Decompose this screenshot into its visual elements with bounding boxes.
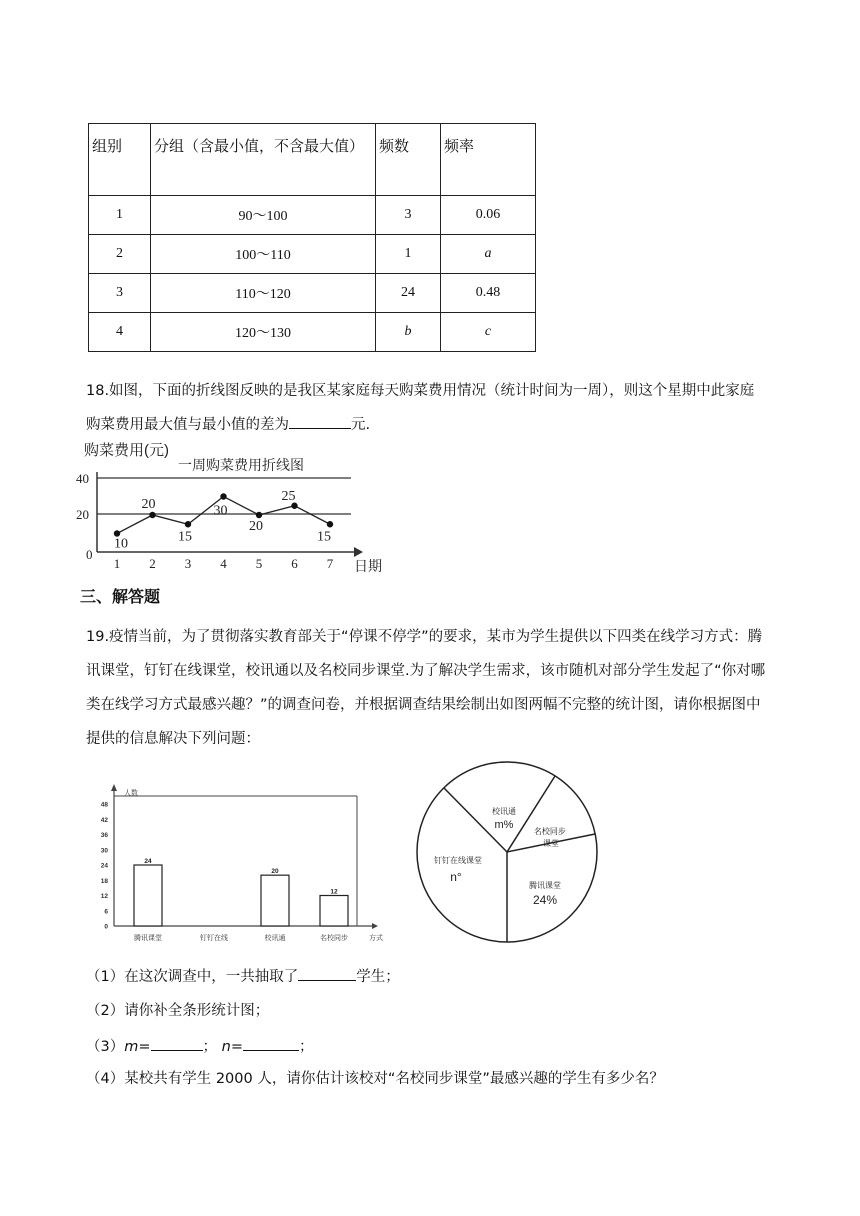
- x-tick-label: 3: [184, 556, 192, 571]
- pie-label-dingding: 钉钉在线课堂: [434, 856, 482, 865]
- y-tick-label: 18: [100, 877, 108, 885]
- table-cell: 0.48: [441, 274, 536, 313]
- bar-value-label: 12: [330, 888, 338, 896]
- y-tick-label: 30: [100, 847, 108, 855]
- x-axis-arrow-icon: [372, 923, 378, 929]
- q19-sub4: （4）某校共有学生 2000 人，请你估计该校对“名校同步课堂”最感兴趣的学生有多少名？: [86, 1071, 664, 1087]
- y-tick-label: 40: [76, 471, 89, 486]
- table-cell: a: [441, 235, 536, 274]
- y-tick-label: 48: [100, 801, 108, 809]
- data-label: 20: [141, 497, 156, 512]
- pie-label-xiaoxuntong: 校讯通: [492, 807, 516, 816]
- table-cell: 4: [89, 313, 151, 352]
- pie-label-mingxiao: 名校同步 课堂: [533, 827, 566, 848]
- q19-text-line: 讯课堂，钉钉在线课堂，校讯通以及名校同步课堂.为了解决学生需求，该市随机对部分学生发起了“你对哪: [86, 663, 766, 679]
- q18-text: 购菜费用最大值与最小值的差为: [86, 417, 289, 433]
- table-cell: 100～110: [151, 235, 376, 274]
- equals-sign: =: [138, 1039, 151, 1055]
- y-axis-arrow-icon: [111, 784, 117, 791]
- x-tick-label: 2: [149, 556, 156, 571]
- x-tick-label: 6: [291, 556, 298, 571]
- y-tick-label: 42: [100, 816, 108, 824]
- x-tick-label: 4: [220, 556, 227, 571]
- separator: ；: [202, 1039, 218, 1055]
- x-category-label: 钉钉在线: [200, 935, 228, 942]
- answer-blank: [151, 1035, 203, 1051]
- pie-value-tengxun: 24%: [532, 893, 558, 907]
- table-header-row: [89, 124, 536, 196]
- table-cell: 110～120: [151, 274, 376, 313]
- y-tick-label: 24: [100, 862, 108, 870]
- data-label: 15: [178, 529, 192, 545]
- pie-label-tengxun: 腾讯课堂: [529, 881, 561, 890]
- table-header-cell: 频数: [376, 124, 441, 196]
- data-label: 10: [114, 536, 128, 552]
- table-cell: 90～100: [151, 196, 376, 235]
- table-cell: b: [376, 313, 441, 352]
- line-chart-ylabel: 购菜费用(元): [84, 442, 169, 459]
- data-point: [185, 521, 191, 527]
- x-tick-label: 1: [113, 556, 121, 571]
- q18-text-line1: 18.如图，下面的折线图反映的是我区某家庭每天购菜费用情况（统计时间为一周），则这个星期中此家庭: [86, 383, 755, 399]
- bar: [134, 865, 162, 926]
- q19-sub2: （2）请你补全条形统计图；: [86, 1003, 270, 1019]
- table-row: [89, 235, 536, 274]
- answer-blank: [298, 965, 356, 981]
- equals-sign: =: [230, 1039, 243, 1055]
- table-cell: 1: [376, 235, 441, 274]
- bar-chart-ylabel: 人数: [124, 790, 138, 797]
- table-cell: 0.06: [441, 196, 536, 235]
- q19-text-line: 类在线学习方式最感兴趣？”的调查问卷，并根据调查结果绘制出如图两幅不完整的统计图，请你根据图中: [86, 697, 761, 713]
- bar: [261, 875, 289, 926]
- q19-text-line: 19.疫情当前，为了贯彻落实教育部关于“停课不停学”的要求，某市为学生提供以下四类在线学习方式：腾: [86, 629, 763, 645]
- x-category-label: 腾讯课堂: [134, 935, 162, 942]
- var-n: n: [221, 1039, 231, 1055]
- data-label: 15: [317, 529, 331, 545]
- table-row: [89, 313, 536, 352]
- y-tick-label: 36: [100, 832, 108, 839]
- end-punct: ；: [298, 1039, 314, 1055]
- y-tick-label: 12: [100, 893, 108, 900]
- pie-value-m: m%: [494, 819, 514, 831]
- table-header-cell: 分组（含最小值，不含最大值）: [151, 124, 376, 196]
- q18-text-unit: 元.: [351, 417, 371, 433]
- x-tick-label: 5: [255, 556, 263, 571]
- section-title: 三、解答题: [80, 587, 161, 606]
- bar-value-label: 20: [271, 868, 279, 876]
- learning-method-bar-chart: [86, 782, 398, 950]
- q19-sub1: [86, 965, 400, 987]
- answer-blank: [289, 413, 351, 429]
- table-cell: 3: [89, 274, 151, 313]
- data-point: [327, 521, 333, 527]
- y-tick-label: 20: [76, 507, 89, 522]
- table-header-cell: 频率: [441, 124, 536, 196]
- table-cell: 1: [89, 196, 151, 235]
- data-label: 30: [213, 503, 228, 519]
- bar-chart-xlabel: 方式: [369, 935, 383, 942]
- q18-text-line2: [86, 413, 370, 435]
- origin-label: 0: [86, 547, 93, 562]
- table-header-cell: 组别: [89, 124, 151, 196]
- line-chart-title: 一周购菜费用折线图: [178, 457, 304, 473]
- frequency-table: [88, 123, 536, 352]
- table-row: [89, 274, 536, 313]
- data-point: [256, 512, 262, 518]
- table-cell: c: [441, 313, 536, 352]
- q19-sub1-text: （1）在这次调查中，一共抽取了: [86, 969, 299, 985]
- pie-value-n: n°: [450, 870, 462, 884]
- table-cell: 24: [376, 274, 441, 313]
- q19-sub1-end: 学生；: [356, 969, 400, 985]
- y-tick-label: 0: [104, 923, 108, 931]
- table-cell: 2: [89, 235, 151, 274]
- var-m: m: [124, 1039, 139, 1055]
- y-tick-label: 6: [104, 908, 108, 916]
- table-cell: 3: [376, 196, 441, 235]
- q19-text-line: 提供的信息解决下列问题：: [86, 731, 260, 747]
- x-category-label: 名校同步: [320, 935, 348, 942]
- line-chart-xlabel: 日期: [354, 558, 382, 574]
- x-category-label: 校讯通: [264, 935, 286, 942]
- learning-method-pie-chart: [414, 760, 604, 946]
- table-cell: 120～130: [151, 313, 376, 352]
- data-point: [149, 512, 155, 518]
- weekly-cost-line-chart: [74, 440, 394, 578]
- bar-value-label: 24: [144, 858, 152, 865]
- table-row: [89, 196, 536, 235]
- data-label: 20: [249, 519, 263, 534]
- data-label: 25: [281, 488, 296, 504]
- q19-sub3-prefix: （3）: [86, 1039, 125, 1055]
- bar: [320, 896, 348, 927]
- answer-blank: [243, 1035, 299, 1051]
- x-axis-arrow-icon: [354, 547, 363, 557]
- data-point: [220, 493, 226, 499]
- q19-sub3: [86, 1035, 313, 1057]
- x-tick-label: 7: [326, 556, 334, 571]
